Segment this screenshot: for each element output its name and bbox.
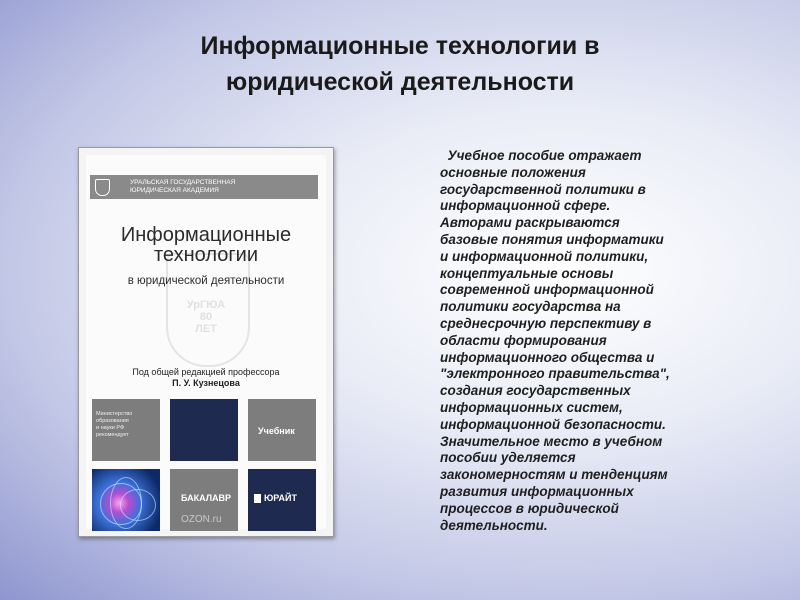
textbook-label: Учебник bbox=[258, 426, 295, 436]
book-editor bbox=[86, 367, 326, 389]
navy-tile bbox=[170, 399, 238, 461]
anniversary-logo-line-2: 80 bbox=[199, 311, 213, 323]
anniversary-logo-line-1: УрГЮА bbox=[186, 299, 226, 311]
watermark: OZON.ru bbox=[181, 514, 222, 525]
ministry-line-2: образования bbox=[96, 418, 129, 424]
slide-title bbox=[0, 28, 800, 100]
book-subtitle: в юридической деятельности bbox=[127, 275, 285, 287]
book-cover bbox=[86, 155, 326, 529]
university-banner bbox=[90, 175, 318, 199]
book-title bbox=[86, 225, 326, 265]
anniversary-logo-line-3: ЛЕТ bbox=[195, 323, 217, 335]
description-line: пособии уделяется bbox=[440, 450, 576, 466]
description-line: информационных систем, bbox=[440, 399, 623, 415]
publisher-label: ЮРАЙТ bbox=[264, 493, 297, 503]
book-cover-image bbox=[78, 147, 334, 537]
university-emblem-icon bbox=[95, 179, 110, 196]
description-line: основные положения bbox=[440, 164, 586, 180]
description-line: Значительное место в учебном bbox=[440, 433, 663, 449]
description-line: процессов в юридической bbox=[440, 500, 619, 516]
description-line: Авторами раскрываются bbox=[440, 215, 620, 231]
book-title-line-2: технологии bbox=[153, 244, 258, 266]
textbook-tile bbox=[248, 399, 316, 461]
description-line: развития информационных bbox=[440, 483, 634, 499]
abstract-photo-tile bbox=[92, 469, 160, 531]
book-title-line-1: Информационные bbox=[120, 224, 292, 246]
description-line: информационной безопасности. bbox=[440, 416, 666, 432]
description-line: современной информационной bbox=[440, 282, 654, 298]
description-text bbox=[440, 148, 785, 534]
description-line: области формирования bbox=[440, 332, 607, 348]
description-line: деятельности. bbox=[440, 517, 548, 533]
editor-line-1: Под общей редакцией профессора bbox=[132, 367, 280, 377]
description-line: "электронного правительства", bbox=[440, 366, 670, 382]
description-line: базовые понятия информатики bbox=[440, 231, 664, 247]
ministry-tile bbox=[92, 399, 160, 461]
ministry-line-1: Министерство bbox=[96, 411, 133, 417]
description-line: Учебное пособие отражает bbox=[440, 148, 642, 163]
ministry-line-3: и науки РФ bbox=[96, 425, 125, 431]
bachelor-label: БАКАЛАВР bbox=[181, 493, 232, 503]
description-line: и информационной политики, bbox=[440, 248, 649, 264]
description-line: государственной политики в bbox=[440, 181, 646, 197]
description-line: политики государства на bbox=[440, 299, 621, 315]
anniversary-logo bbox=[86, 299, 326, 335]
editor-name: П. У. Кузнецова bbox=[172, 378, 240, 388]
publisher-tile bbox=[248, 469, 316, 531]
university-name bbox=[130, 179, 316, 195]
university-name-line-2: ЮРИДИЧЕСКАЯ АКАДЕМИЯ bbox=[130, 187, 219, 194]
description-line: информационного общества и bbox=[440, 349, 655, 365]
ministry-line-4: рекомендует bbox=[96, 432, 129, 438]
slide-title-line-2: юридической деятельности bbox=[225, 68, 575, 96]
description-line: информационной сфере. bbox=[440, 198, 611, 214]
description-line: среднесрочную перспективу в bbox=[440, 315, 652, 331]
description-line: концептуальные основы bbox=[440, 265, 614, 281]
slide-title-line-1: Информационные технологии в bbox=[200, 32, 600, 60]
publisher-logo-icon bbox=[254, 494, 261, 503]
description-line: создания государственных bbox=[440, 383, 631, 399]
description-line: закономерностям и тенденциям bbox=[440, 467, 668, 483]
university-name-line-1: УРАЛЬСКАЯ ГОСУДАРСТВЕННАЯ bbox=[130, 179, 236, 186]
